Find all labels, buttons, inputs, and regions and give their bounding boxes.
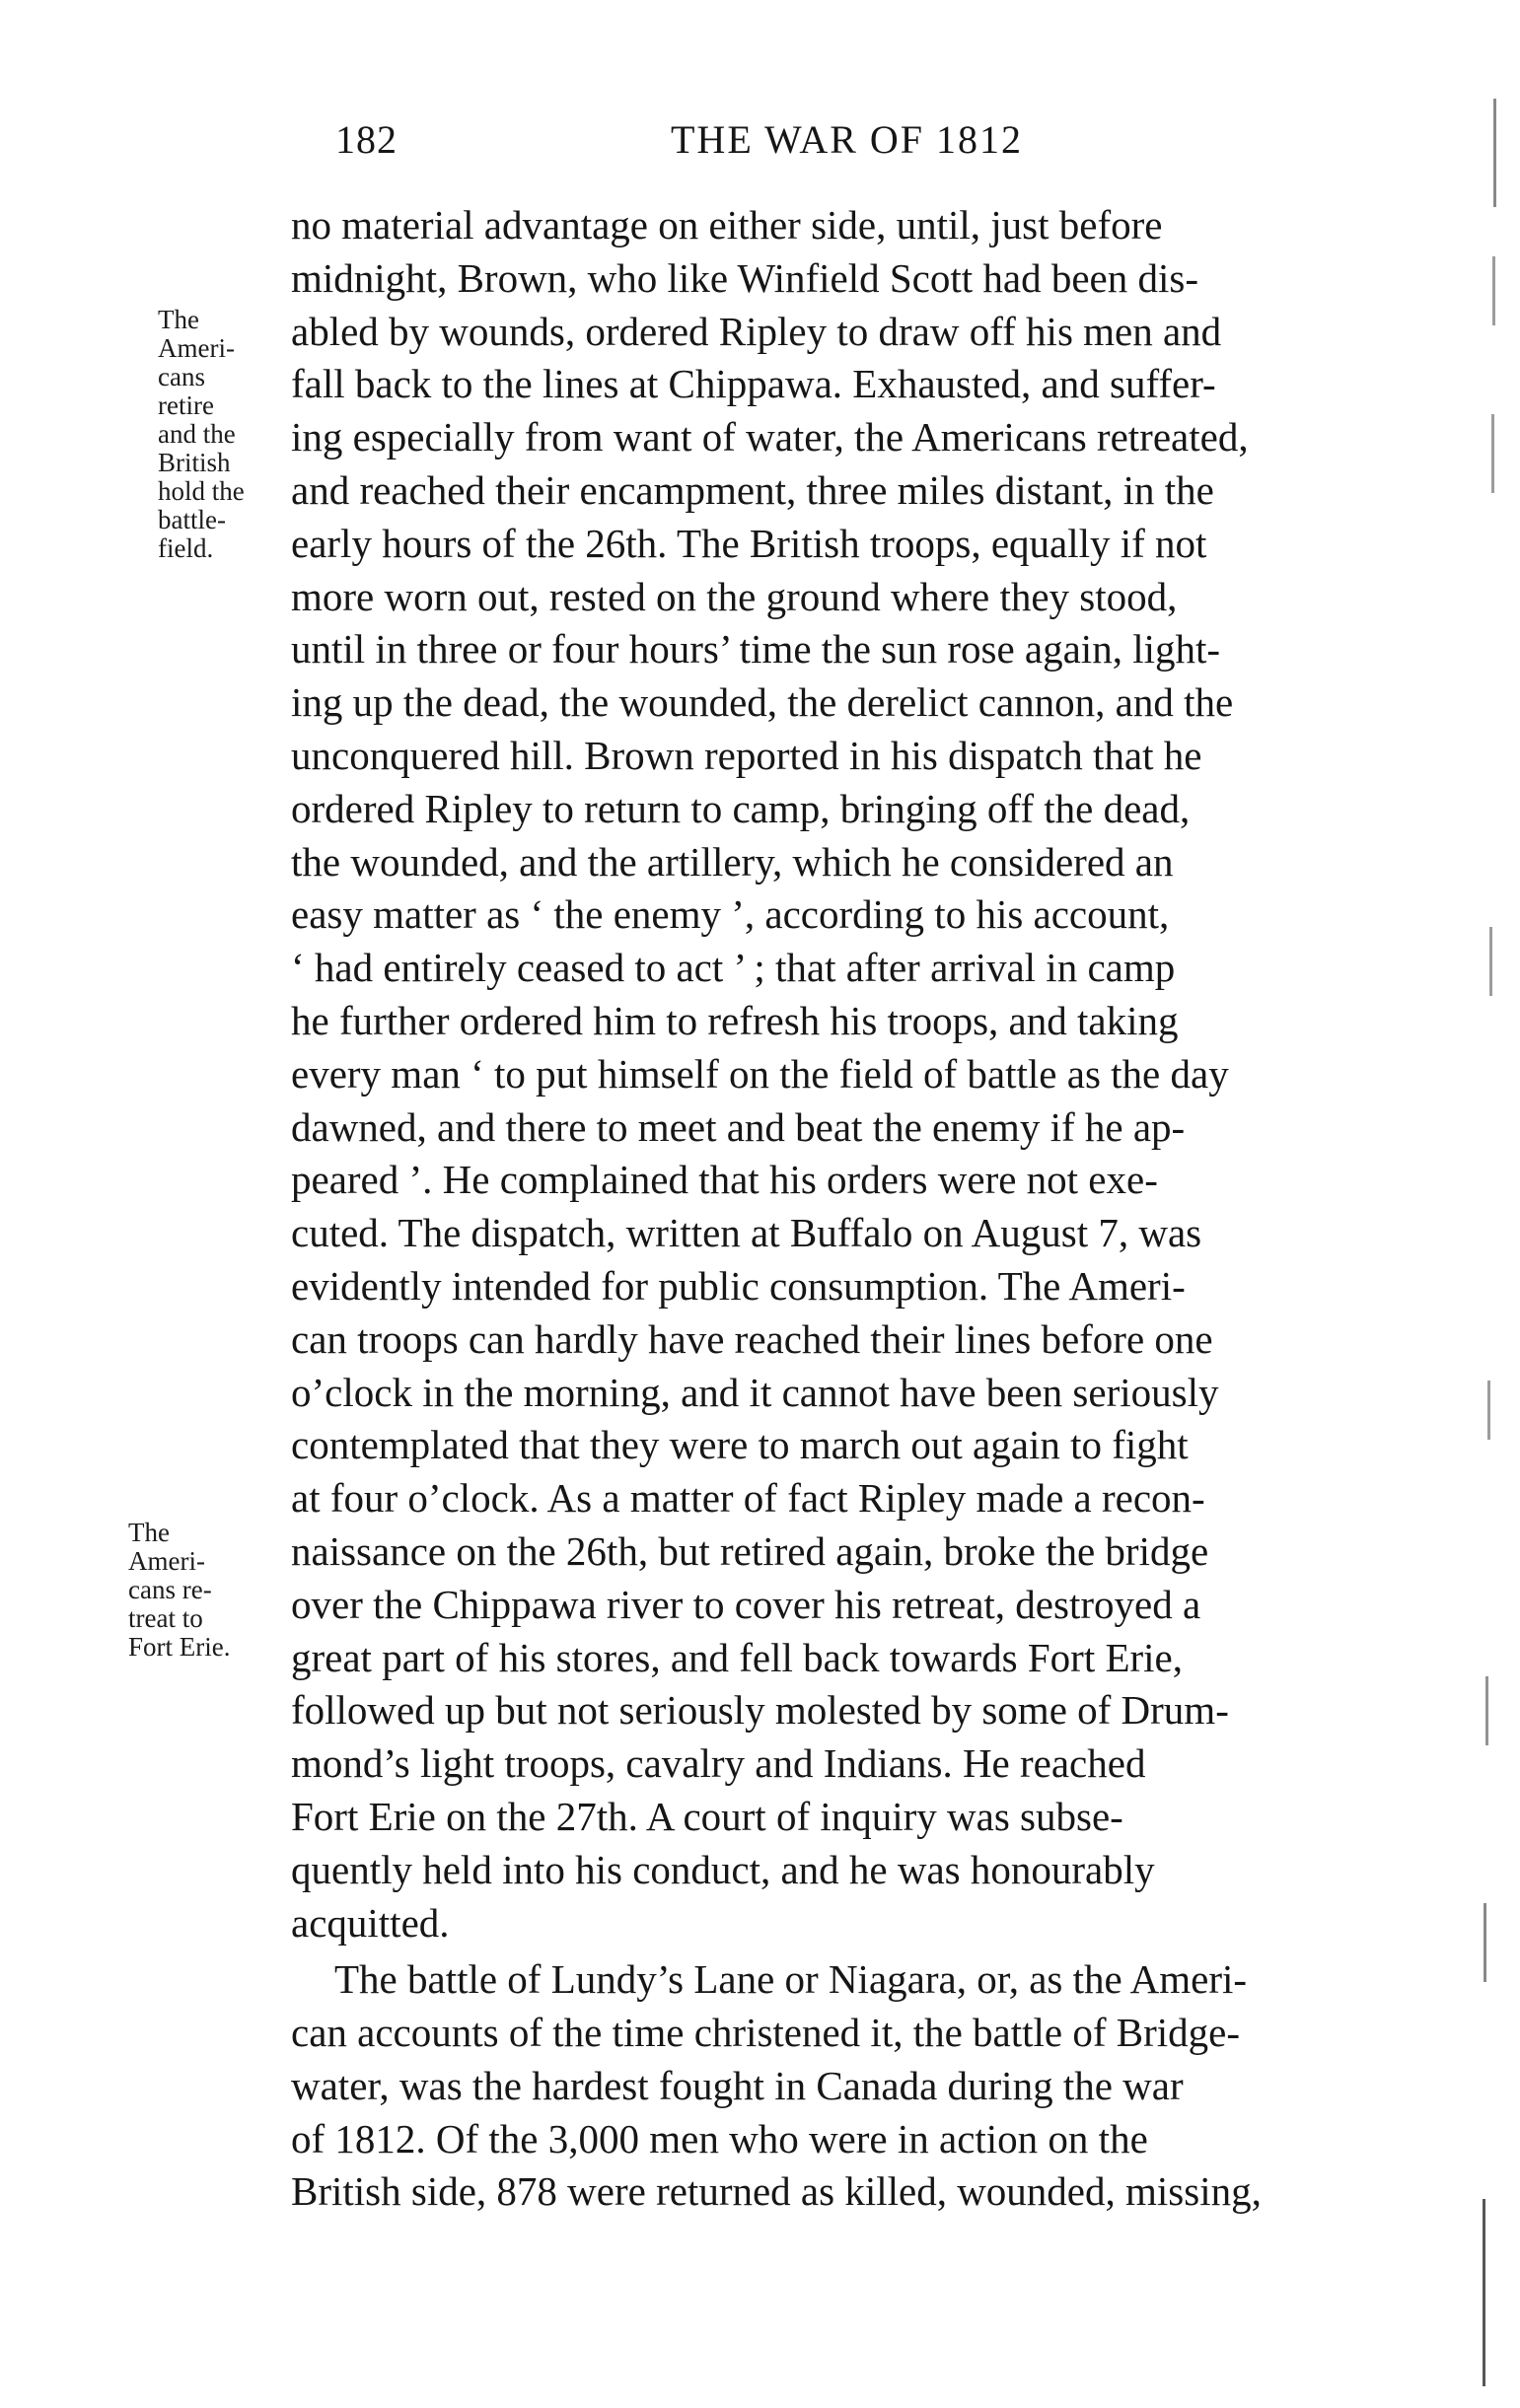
body-text [291,199,1425,2219]
margin-note-line: Fort Erie. [128,1632,231,1662]
text-line: water, was the hardest fought in Canada during the war [291,2062,1184,2108]
text-line: acquitted. [291,1899,450,1946]
margin-note-line: Ameri- [128,1546,205,1576]
text-line: o’clock in the morning, and it cannot have been seriously [291,1369,1219,1415]
margin-note-line: cans re- [128,1575,212,1604]
text-line: midnight, Brown, who like Winfield Scott had been dis- [291,254,1198,301]
text-line: every man ‘ to put himself on the field of battle as the day [291,1050,1229,1097]
text-line: followed up but not seriously molested by some of Drum- [291,1687,1229,1734]
text-line: mond’s light troops, cavalry and Indians. He reached [291,1740,1146,1787]
page-header [335,116,1124,176]
text-line: quently held into his conduct, and he was honourably [291,1846,1155,1892]
text-line: contemplated that they were to march out again to fight [291,1422,1189,1468]
text-line: of 1812. Of the 3,000 men who were in action on the [291,2115,1148,2161]
scan-edge-mark [1484,1903,1486,1982]
text-line: easy matter as ‘ the enemy ’, according to his account, [291,891,1170,938]
scan-edge-mark [1489,927,1492,996]
margin-note-line: British [158,448,231,477]
margin-note-retire [158,306,245,563]
margin-note-line: hold the [158,476,245,506]
scan-edge-mark [1493,99,1496,207]
text-line: British side, 878 were returned as killed, wounded, missing, [291,2168,1262,2215]
text-line: peared ’. He complained that his orders were not exe- [291,1157,1158,1203]
text-line: he further ordered him to refresh his troops, and taking [291,997,1179,1043]
text-line: great part of his stores, and fell back towards Fort Erie, [291,1634,1184,1680]
text-line: over the Chippawa river to cover his retreat, destroyed a [291,1581,1201,1627]
text-line: naissance on the 26th, but retired again, broke the bridge [291,1527,1209,1574]
text-line: abled by wounds, ordered Ripley to draw off his men and [291,308,1222,354]
scan-edge-mark [1485,1676,1488,1745]
text-line: cuted. The dispatch, written at Buffalo on August 7, was [291,1210,1202,1256]
margin-note-line: battle- [158,505,226,534]
text-line: can troops can hardly have reached their lines before one [291,1315,1213,1362]
margin-note-retreat [128,1519,230,1662]
text-line: ing up the dead, the wounded, the derelict cannon, and the [291,679,1234,726]
text-line: fall back to the lines at Chippawa. Exhausted, and suffer- [291,361,1216,407]
margin-note-line: and the [158,419,236,449]
text-line: ordered Ripley to return to camp, bringing off the dead, [291,785,1191,831]
text-line: The battle of Lundy’s Lane or Niagara, or, as the Ameri- [334,1956,1248,2003]
text-line: until in three or four hours’ time the sun rose again, light- [291,626,1221,673]
text-line: more worn out, rested on the ground where they stood, [291,573,1178,619]
text-line: ‘ had entirely ceased to act ’ ; that after arrival in camp [291,945,1176,991]
text-line: evidently intended for public consumption. The Ameri- [291,1262,1186,1309]
text-line: ing especially from want of water, the Americans retreated, [291,414,1249,460]
text-line: the wounded, and the artillery, which he considered an [291,838,1174,885]
page-number: 182 [335,117,398,162]
text-line: can accounts of the time christened it, the battle of Bridge- [291,2010,1241,2056]
text-line: Fort Erie on the 27th. A court of inquiry was subse- [291,1793,1123,1839]
margin-note-line: The [128,1518,170,1547]
scan-edge-mark [1483,2199,1485,2386]
margin-note-line: retire [158,390,214,420]
scan-edge-mark [1491,414,1494,493]
margin-note-line: treat to [128,1603,203,1633]
margin-note-line: The [158,305,199,334]
text-line: at four o’clock. As a matter of fact Ripley made a recon- [291,1475,1205,1522]
scan-edge-mark [1492,256,1495,325]
scan-edge-mark [1487,1381,1490,1440]
margin-note-line: Ameri- [158,333,235,363]
text-line: dawned, and there to meet and beat the enemy if he ap- [291,1103,1186,1150]
running-title: THE WAR OF 1812 [671,117,1024,162]
text-line: early hours of the 26th. The British troops, equally if not [291,520,1207,566]
text-line: and reached their encampment, three miles distant, in the [291,466,1214,513]
margin-note-line: field. [158,533,214,563]
text-line: no material advantage on either side, until, just before [291,202,1163,248]
margin-note-line: cans [158,362,205,391]
text-line: unconquered hill. Brown reported in his dispatch that he [291,732,1202,778]
